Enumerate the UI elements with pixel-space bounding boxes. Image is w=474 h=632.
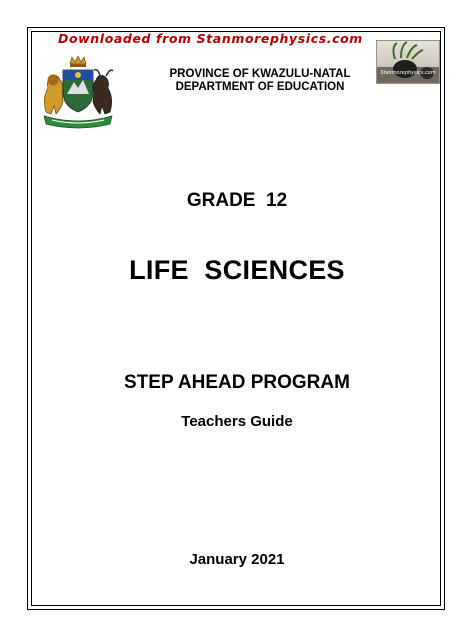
department-line: DEPARTMENT OF EDUCATION: [175, 81, 345, 93]
issuing-department: [160, 68, 360, 94]
stanmore-thumbnail: [376, 40, 440, 84]
plant-pot-photo: [377, 41, 439, 83]
subject-title: LIFE SCIENCES: [129, 255, 345, 285]
thumbnail-caption: Stanmorephysics.com: [380, 70, 436, 76]
program-title: STEP AHEAD PROGRAM: [124, 372, 350, 393]
coat-of-arms-icon: [36, 54, 120, 134]
publication-date: January 2021: [189, 551, 285, 568]
grade-heading: GRADE 12: [186, 190, 288, 211]
download-watermark: Downloaded from Stanmorephysics.com: [58, 31, 363, 46]
guide-subtitle: Teachers Guide: [181, 413, 293, 430]
province-line: PROVINCE OF KWAZULU-NATAL: [169, 68, 351, 80]
